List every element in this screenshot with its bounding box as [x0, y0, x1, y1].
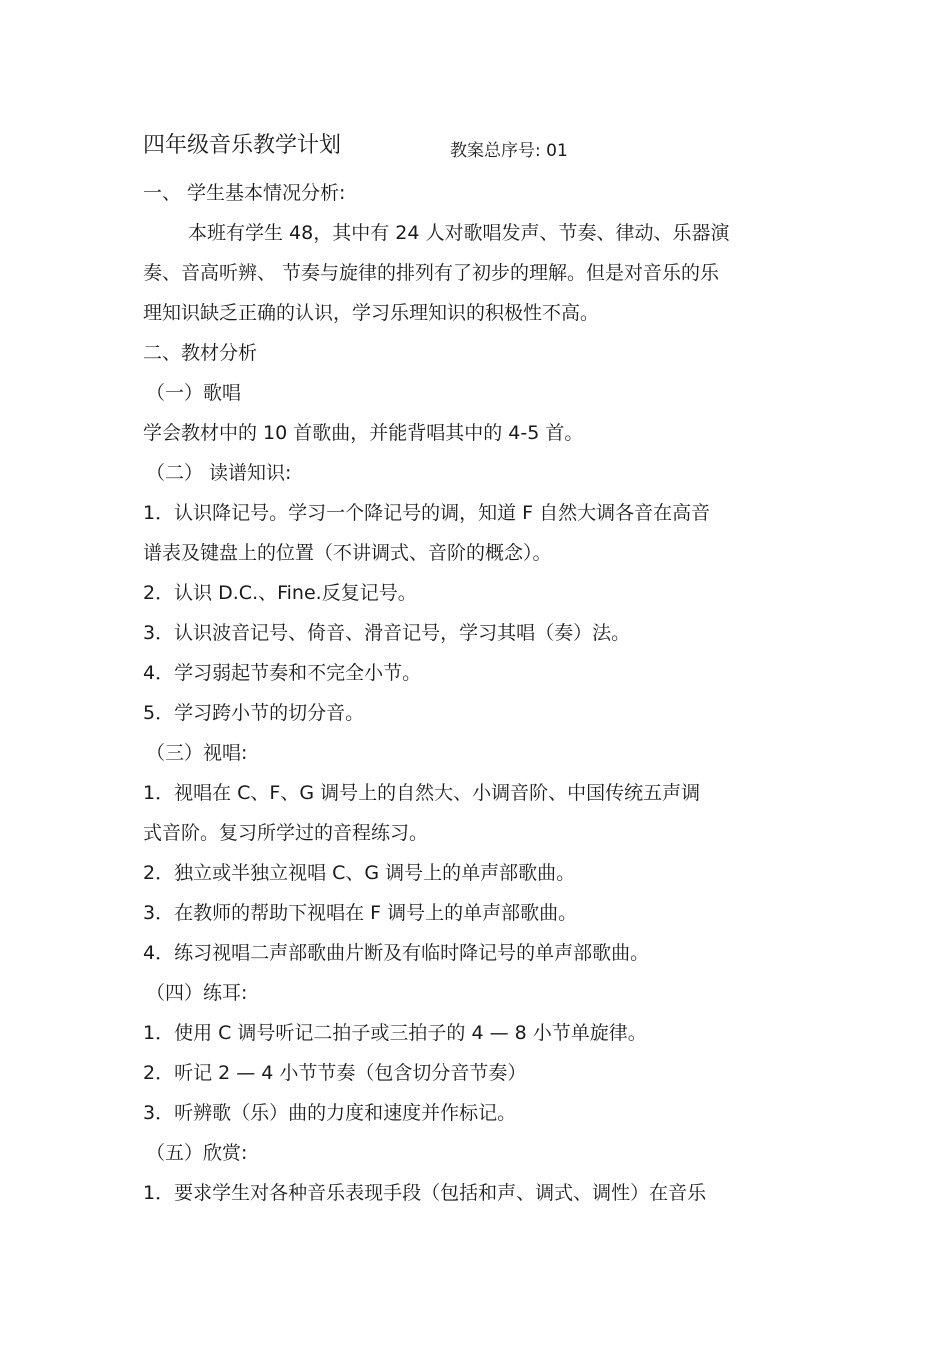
list-item: 1．认识降记号。学习一个降记号的调，知道 F 自然大调各音在高音	[143, 502, 711, 524]
subsection-heading: （四）练耳:	[146, 982, 248, 1004]
list-item: 5．学习跨小节的切分音。	[143, 702, 365, 724]
paragraph-line: 理知识缺乏正确的认识，学习乐理知识的积极性不高。	[143, 302, 600, 324]
paragraph-line: 本班有学生 48，其中有 24 人对歌唱发声、节奏、律动、乐器演	[188, 222, 730, 244]
lesson-number: 教案总序号: 01	[450, 141, 568, 161]
list-item: 2．独立或半独立视唱 C、G 调号上的单声部歌曲。	[143, 862, 576, 884]
list-item: 2．听记 2 — 4 小节节奏（包含切分音节奏）	[143, 1062, 527, 1084]
list-item: 3．在教师的帮助下视唱在 F 调号上的单声部歌曲。	[143, 902, 578, 924]
subsection-heading: （三）视唱:	[146, 742, 248, 764]
list-item: 4．学习弱起节奏和不完全小节。	[143, 662, 422, 684]
list-item: 1．要求学生对各种音乐表现手段（包括和声、调式、调性）在音乐	[143, 1182, 707, 1204]
list-item: 1．视唱在 C、F、G 调号上的自然大、小调音阶、中国传统五声调	[143, 782, 701, 804]
paragraph-line: 奏、音高听辨、 节奏与旋律的排列有了初步的理解。但是对音乐的乐	[143, 262, 720, 284]
list-item: 3．听辨歌（乐）曲的力度和速度并作标记。	[143, 1102, 517, 1124]
subsection-heading: （一）歌唱	[146, 382, 242, 404]
list-item: 2．认识 D.C.、Fine.反复记号。	[143, 582, 417, 604]
page-title: 四年级音乐教学计划	[143, 133, 342, 158]
list-item: 3．认识波音记号、倚音、滑音记号，学习其唱（奏）法。	[143, 622, 631, 644]
subsection-heading: （二） 读谱知识:	[146, 462, 292, 484]
section-heading: 二、教材分析	[143, 342, 258, 364]
list-item: 4．练习视唱二声部歌曲片断及有临时降记号的单声部歌曲。	[143, 942, 650, 964]
list-item-continuation: 谱表及键盘上的位置（不讲调式、音阶的概念）。	[143, 542, 552, 564]
list-item: 1．使用 C 调号听记二拍子或三拍子的 4 — 8 小节单旋律。	[143, 1022, 647, 1044]
paragraph-line: 学会教材中的 10 首歌曲，并能背唱其中的 4-5 首。	[143, 422, 584, 444]
title-row	[143, 128, 568, 162]
list-item-continuation: 式音阶。复习所学过的音程练习。	[143, 822, 429, 844]
subsection-heading: （五）欣赏:	[146, 1142, 248, 1164]
section-heading: 一、 学生基本情况分析:	[143, 182, 346, 204]
